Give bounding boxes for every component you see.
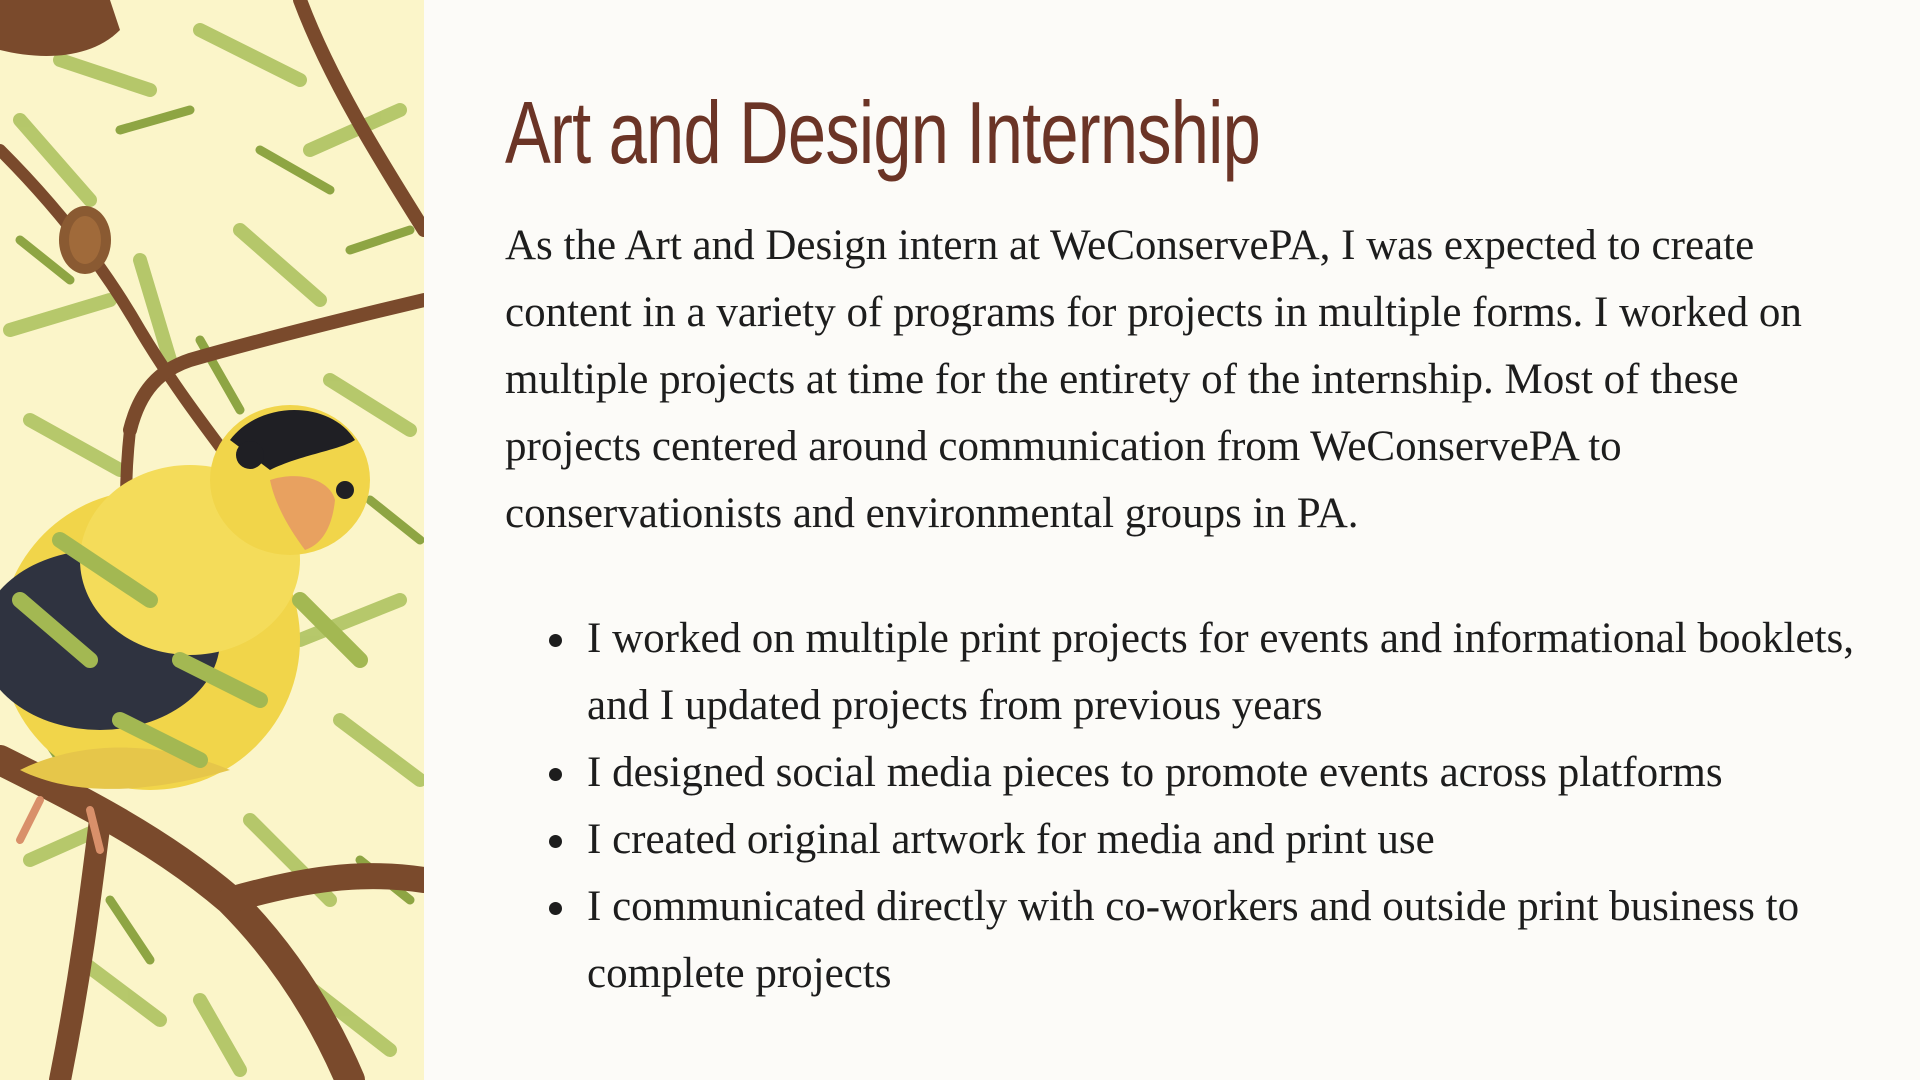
list-item-text: I worked on multiple print projects for events and informational booklets, and I updated projects from previous years [587,615,1855,729]
list-item [587,605,1867,739]
intro-paragraph: As the Art and Design intern at WeConservePA, I was expected to create content in a variety of programs for projects in multiple forms. I worked on multiple projects at time for the entirety of the internship. Most of these projects centered around communication from WeConservePA to conservationists and environmental groups in PA. [505,222,1802,537]
bullet-icon [549,835,562,848]
bullet-icon [549,768,562,781]
bullet-list [505,605,1867,1007]
content-area [505,78,1865,1007]
page-title: Art and Design Internship [505,83,1261,182]
list-item [587,806,1867,873]
list-item-text: I created original artwork for media and print use [587,816,1435,863]
list-item-text: I communicated directly with co-workers and outside print business to complete projects [587,883,1800,997]
bullet-icon [549,902,562,915]
goldfinch-illustration [0,0,424,1080]
list-item [587,873,1867,1007]
list-item [587,739,1867,806]
list-item-text: I designed social media pieces to promote events across platforms [587,749,1723,796]
bullet-icon [549,634,562,647]
